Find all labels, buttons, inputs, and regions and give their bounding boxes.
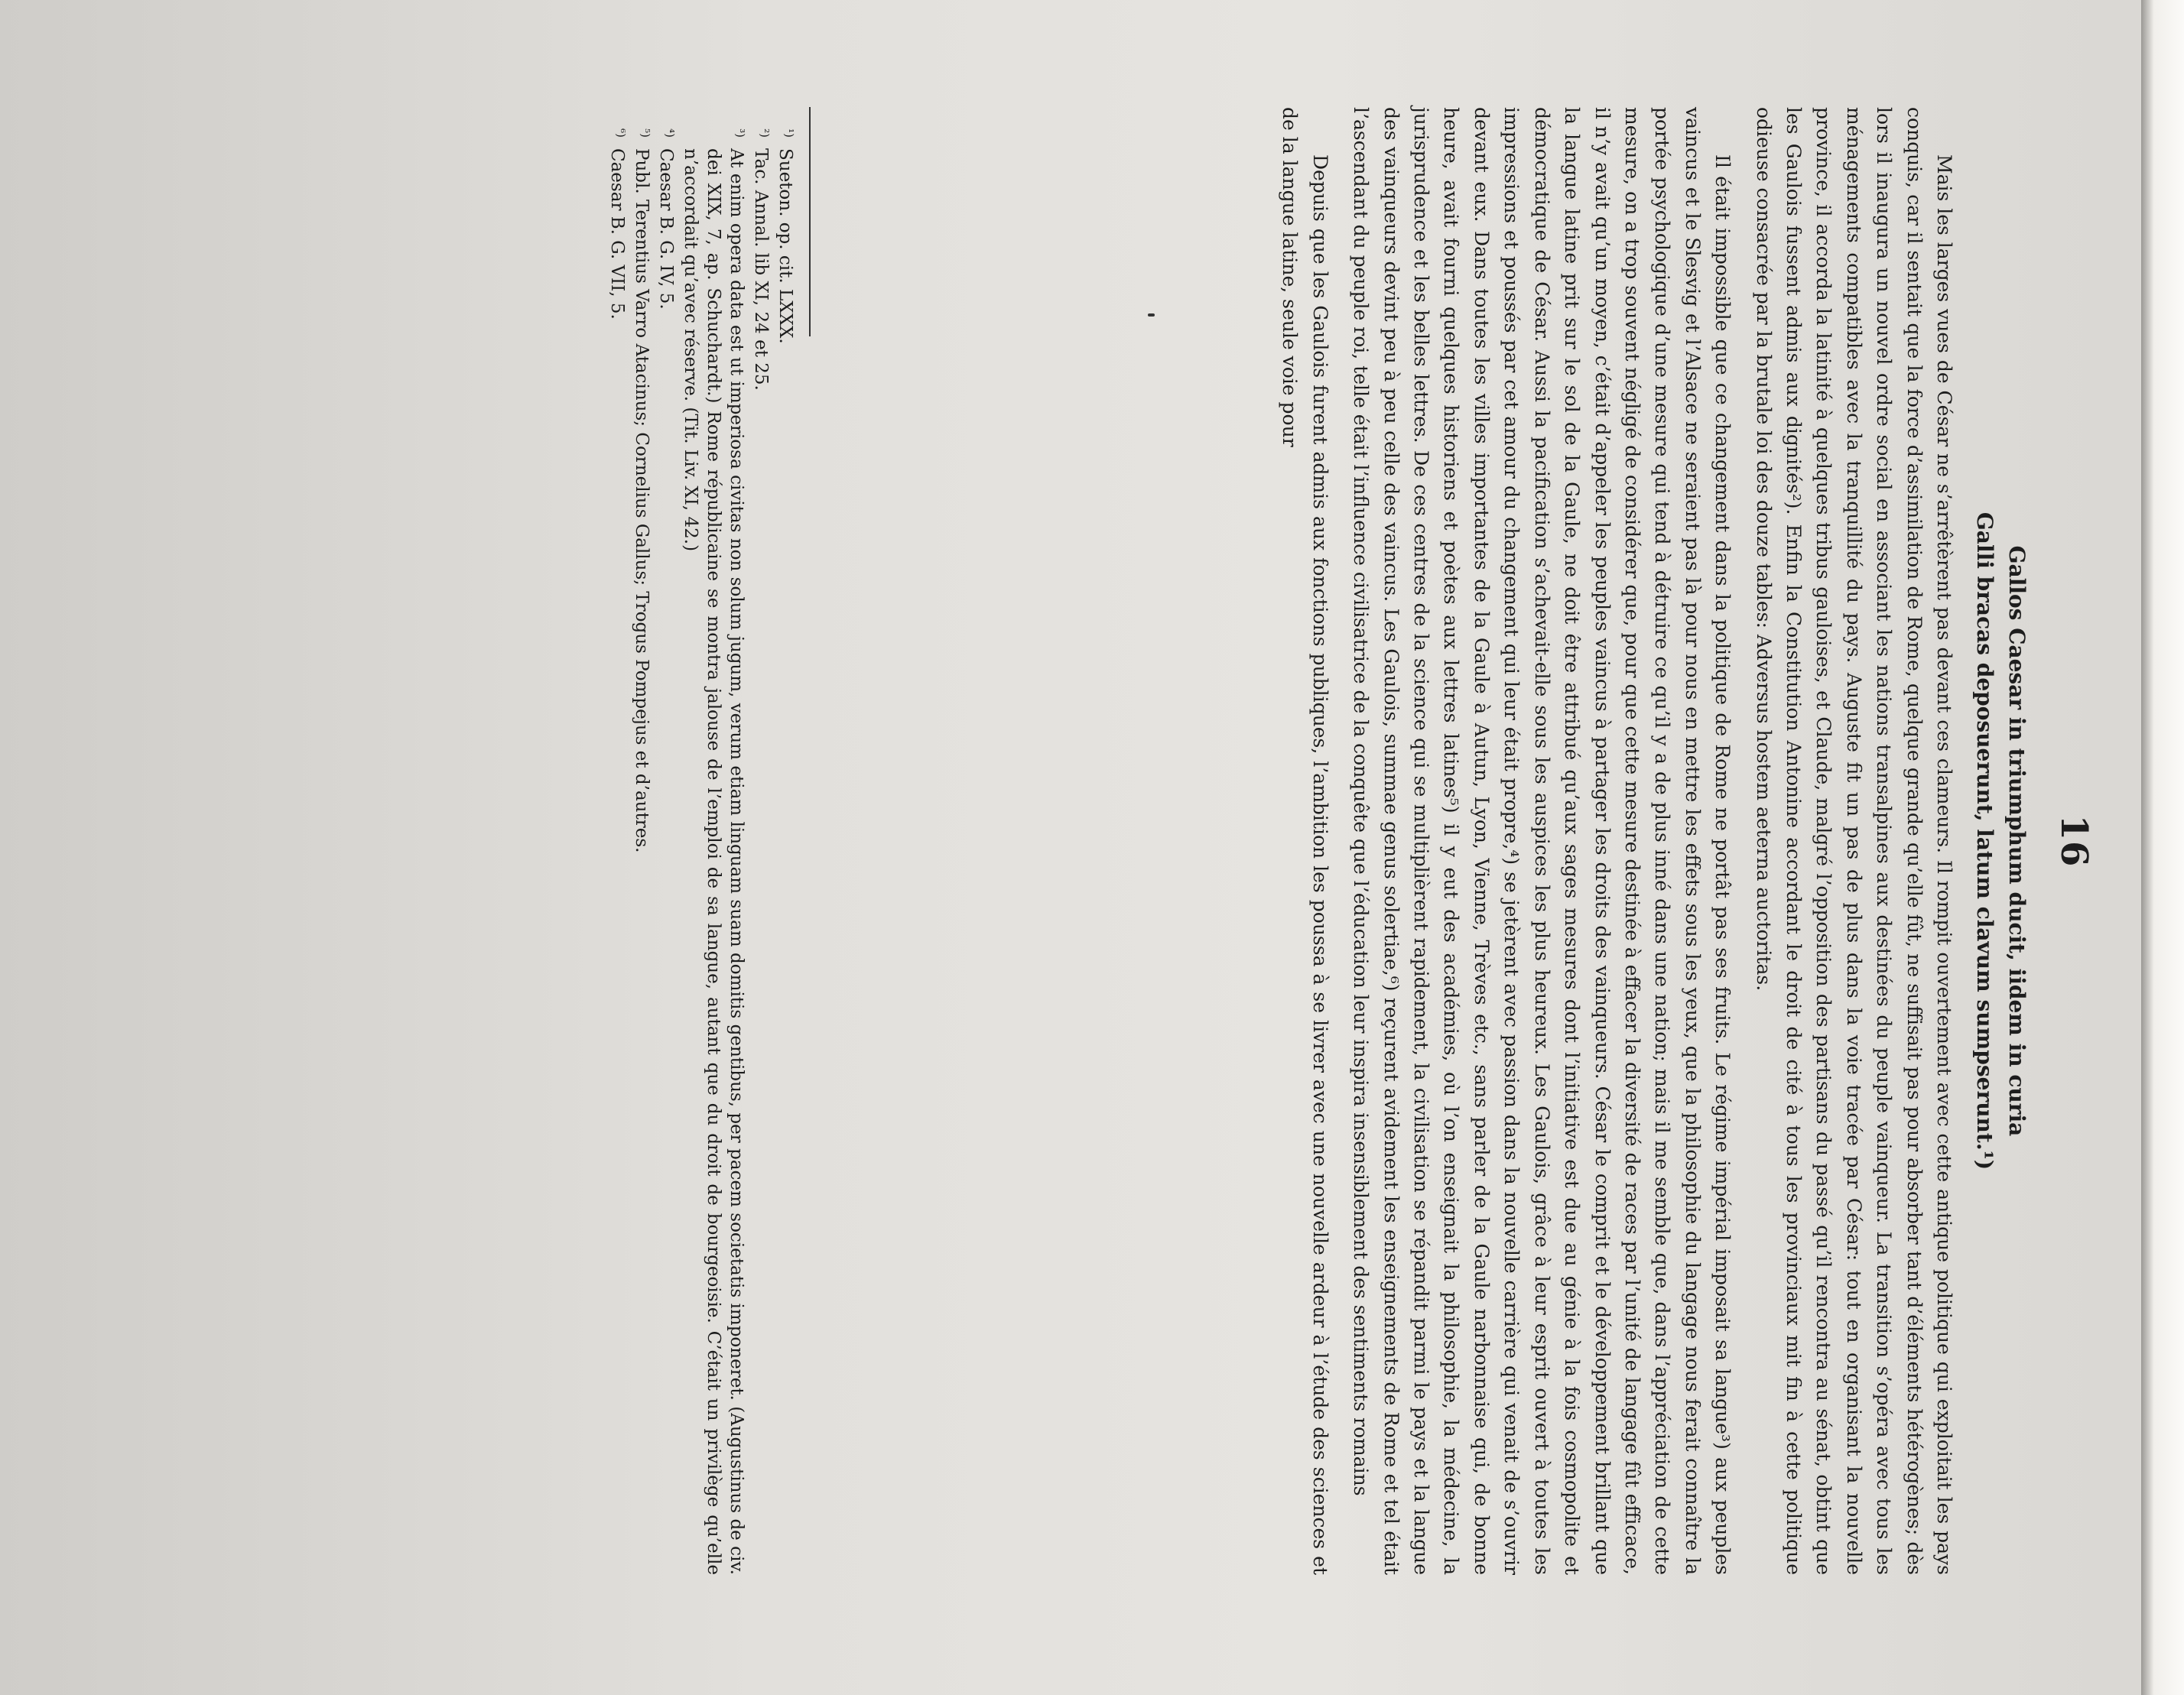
- quote-line-2: Galli bracas deposuerunt, latum clavum sumpserunt.¹): [1972, 511, 1997, 1171]
- paragraph: Mais les larges vues de César ne s’arrêtèrent pas devant ces clameurs. Il rompit ouvertement avec cette antique politique qui exploitait les pays conquis, car il sentait que la force d’assimilation de Rome, quelque grande qu’elle fût, ne suffisait pas pour absorber tant d’éléments hétérogènes; dès lors il inaugura un nouvel ordre social en associant les nations transalpines aux destinées du peuple vainqueur. La transition s’opéra avec tous les ménagements compatibles avec la tranquillité du pays. Auguste fit un pas de plus dans la voie tracée par César: tout en organisant la nouvelle province, il accorda la latinité à quelques tribus gauloises, et Claude, malgré l’opposition des partisans du passé qu’il rencontra au sénat, obtint que les Gaulois fussent admis aux dignités²). Enfin la Constitution Antonine accordant le droit de cité à tous les provinciaux mit fin à cette politique odieuse consacrée par la brutale loi des douze tables: Adversus hostem aeterna auctoritas.: [1752, 107, 1955, 1575]
- paragraph: Il était impossible que ce changement dans la politique de Rome ne portât pas ses fruits. Le régime impérial imposait sa langue³) aux peuples vaincus et le Slesvig et l’Alsace ne seraient pas là pour nous en mettre les effets sous les yeux, que la philosophie du langage nous ferait connaître la portée psychologique d’une mesure qui tend à détruire ce qu’il y a de plus inné dans une nation; mais il me semble que, dans l’appréciation de cette mesure, on a trop souvent négligé de considérer que, pour que cette mesure destinée à effacer la diversité de races par l’unité de langage fût efficace, il n’y avait qu’un moyen, c’était d’appeler les peuples vaincus à partager les droits des vainqueurs. César le comprit et le développement brillant que la langue latine prit sur le sol de la Gaule, ne doit être attribué qu’aux sages mesures dont l’initiative est due au génie à la fois cosmopolite et démocratique de César. Aussi la pacification s’achevait-elle sous les auspices les plus heureux. Les Gaulois, grâce à leur esprit ouvert à toutes les impressions et poussés par cet amour du changement qui leur était propre,⁴) se jetèrent avec passion dans la nouvelle carrière qui venait de s’ouvrir devant eux. Dans toutes les villes importantes de la Gaule à Autun, Lyon, Vienne, Trèves etc., sans parler de la Gaule narbonnaise qui, de bonne heure, avait fourni quelques historiens et poètes aux lettres latines⁵) il y eut des académies, où l’on enseignait la philosophie, la médecine, la jurisprudence et les belles lettres. De ces centres de la science qui se multiplièrent rapidement, la civilisation se répandit parmi le pays et la langue des vainqueurs devint peu à peu celle des vaincus. Les Gaulois, summae genus solertiae,⁶) reçurent avidement les enseignements de Rome et tel était l’ascendant du peuple roi, telle était l’influence civilisatrice de la conquête que l’éducation leur inspira insensiblement des sentiments romains: [1350, 107, 1734, 1575]
- footnote-number: ⁵): [639, 128, 652, 138]
- footnote: [749, 107, 772, 1575]
- footnote-text: Sueton. op. cit. LXXX.: [775, 148, 795, 344]
- footnote-text: Caesar B. G. IV, 5.: [656, 148, 676, 310]
- footnote-text: At enim opera data est ut imperiosa civitas non solum jugum, verum etiam linguam suam domitis gentibus, per pacem societatis imponeret. (Augustinus de civ. dei XIX, 7, ap. Schuchardt.) Rome républicaine se montra jalouse de l’emploi de sa langue, autant que du droit de bourgeoisie. C’était un privilège qu’elle n’accordait qu’avec réserve. (Tit. Liv. XI, 42.): [681, 148, 746, 1575]
- paragraph: Depuis que les Gaulois furent admis aux fonctions publiques, l’ambition les poussa à se livrer avec une nouvelle ardeur à l’étude des sciences et de la langue latine, seule voie pour: [1279, 107, 1331, 1575]
- ink-speck: [1148, 313, 1155, 317]
- footnote: [679, 107, 748, 1575]
- latin-quote: [1968, 107, 2033, 1575]
- footnote: [655, 107, 678, 1575]
- body-text: [1264, 107, 1959, 1575]
- footnote-number: ¹): [782, 128, 796, 138]
- page-edge: [2141, 0, 2184, 1695]
- footnote-number: ⁴): [663, 128, 677, 138]
- footnote-number: ⁶): [614, 128, 628, 138]
- footnote-text: Publ. Terentius Varro Atacinus; Cornelius Gallus; Trogus Pompejus et d’autres.: [632, 148, 652, 853]
- footnote: [774, 107, 797, 1575]
- footnote-text: Caesar B. G. VII, 5.: [607, 148, 627, 320]
- footnote-text: Tac. Annal. lib XI, 24 et 25.: [751, 148, 771, 391]
- quote-line-1: Gallos Caesar in triumphum ducit, iidem in curia: [2004, 545, 2030, 1137]
- page-number: 16: [2052, 814, 2095, 868]
- footnote-separator: [809, 107, 811, 336]
- footnote-number: ³): [733, 128, 747, 138]
- footnote-number: ²): [758, 128, 772, 138]
- footnote: [606, 107, 629, 1575]
- footnote: [630, 107, 653, 1575]
- footnotes: [604, 107, 797, 1575]
- book-page: [566, 107, 2095, 1575]
